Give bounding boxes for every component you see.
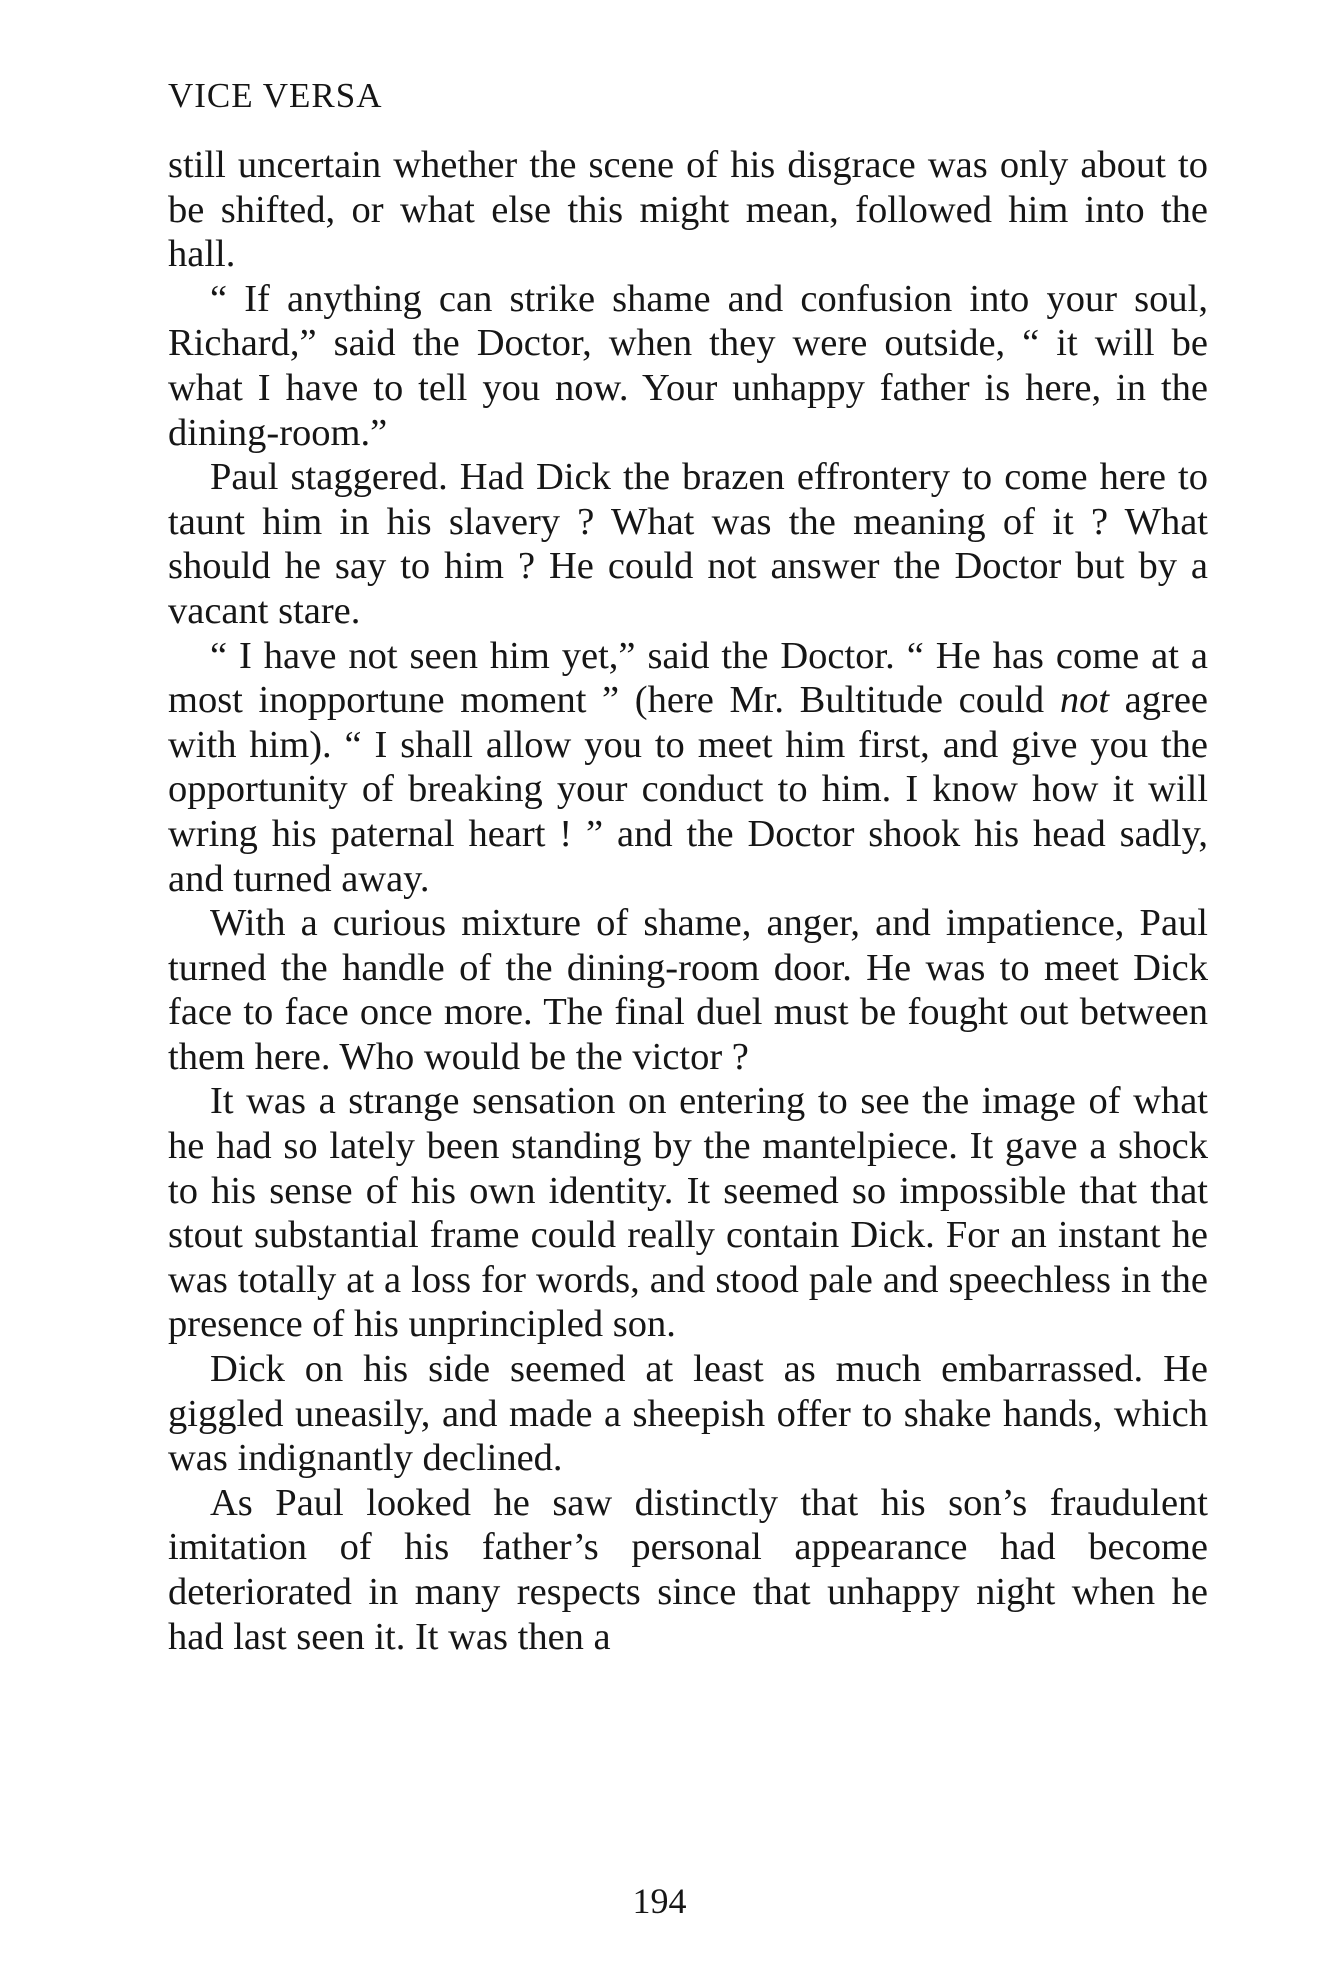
paragraph-6	[168, 1079, 1208, 1347]
paragraph-text: still uncertain whether the scene of his disgrace was only about to be shifted, or what else this might mean, followed him into the hall.	[168, 144, 1208, 276]
paragraph-8	[168, 1481, 1208, 1659]
page-number: 194	[632, 1881, 687, 1921]
paragraph-text: It was a strange sensation on entering to see the image of what he had so lately been standing by the mantelpiece. It gave a shock to his sense of his own identity. It seemed so impossible that that stout substantial frame could really contain Dick. For an instant he was totally at a loss for words, and stood pale and speechless in the presence of his unprincipled son.	[168, 1080, 1208, 1346]
paragraph-text: With a curious mixture of shame, anger, and impatience, Paul turned the handle of the dining-room door. He was to meet Dick face to face once more. The final duel must be fought out between them here. Who would be the victor ?	[168, 902, 1208, 1078]
paragraph-2	[168, 277, 1208, 455]
paragraph-7	[168, 1347, 1208, 1481]
paragraph-text: Dick on his side seemed at least as much embarrassed. He giggled uneasily, and made a sheepish offer to shake hands, which was indignantly declined.	[168, 1348, 1208, 1480]
paragraph-text: “ If anything can strike shame and confusion into your soul, Richard,” said the Doctor, when they were outside, “ it will be what I have to tell you now. Your unhappy father is here, in the dining-room.”	[168, 277, 1208, 454]
paragraph-text: “ I have not seen him yet,” said the Doctor. “ He has come at a most inopportune moment ” (here Mr. Bultitude could	[168, 634, 1208, 722]
paragraph-text-continued: agree with him). “ I shall allow you to meet him first, and give you the opportunity of breaking your conduct to him. I know how it will wring his paternal heart ! ” and the Doctor shook his head sadly, and turned away.	[168, 679, 1208, 900]
paragraph-1	[168, 143, 1208, 277]
paragraph-text: As Paul looked he saw distinctly that his son’s fraudulent imitation of his father’s personal appearance had become deteriorated in many respects since that unhappy night when he had last seen it. It was then a	[168, 1481, 1208, 1658]
paragraph-5	[168, 901, 1208, 1079]
running-head: VICE VERSA	[168, 76, 383, 115]
emphasized-word: not	[1059, 679, 1110, 722]
paragraph-text: Paul staggered. Had Dick the brazen effrontery to come here to taunt him in his slavery ? What was the meaning of it ? What should he say to him ? He could not answer the Doctor but by a vacant stare.	[168, 456, 1208, 632]
body-text	[168, 143, 1208, 1659]
paragraph-4	[168, 634, 1208, 902]
paragraph-3	[168, 455, 1208, 633]
